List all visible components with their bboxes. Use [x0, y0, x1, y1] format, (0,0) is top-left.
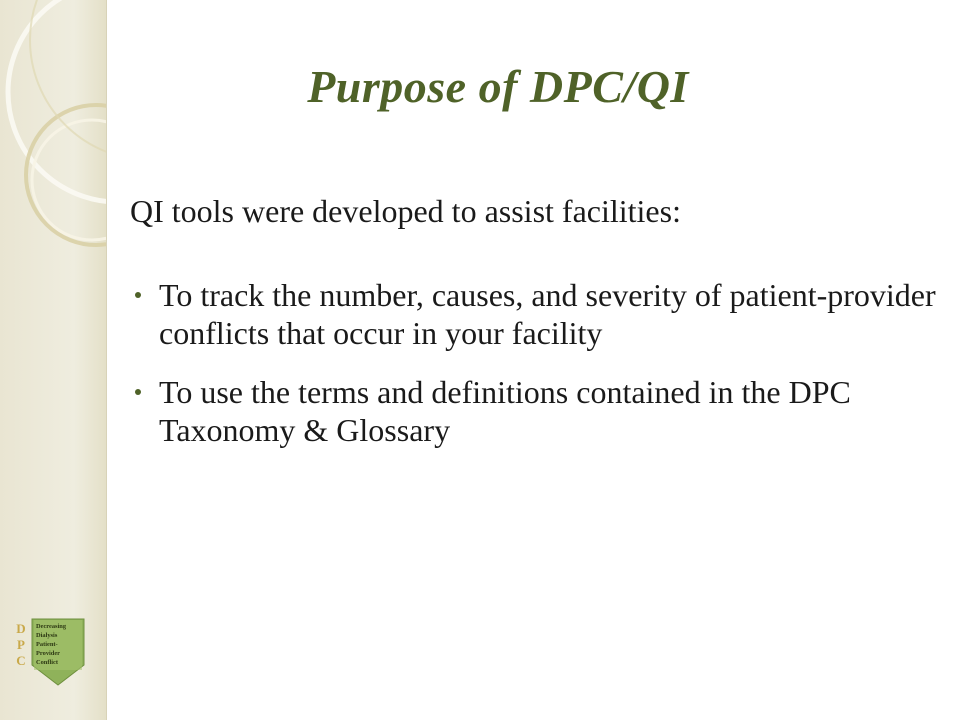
bullet-dot-icon [135, 292, 141, 298]
logo-line: Provider [36, 650, 61, 657]
bullet-item [130, 276, 940, 352]
logo-letter-c: C [16, 653, 26, 668]
intro-text: QI tools were developed to assist facilities: [130, 193, 681, 229]
bullet-item [130, 373, 940, 449]
dpc-logo [6, 613, 90, 689]
logo-letter-d: D [16, 621, 26, 636]
bullet-text: To use the terms and definitions contained in the DPC Taxonomy & Glossary [159, 374, 851, 448]
logo-line: Conflict [36, 659, 59, 666]
logo-line: Dialysis [36, 632, 58, 639]
logo-letter-p: P [17, 637, 25, 652]
bullet-dot-icon [135, 389, 141, 395]
logo-line: Patient- [36, 641, 58, 648]
slide-title-text: Purpose of DPC/QI [307, 61, 689, 112]
logo-line: Decreasing [36, 623, 67, 630]
bullet-list [130, 276, 940, 470]
slide-title [0, 60, 960, 113]
bullet-text: To track the number, causes, and severity of patient-provider conflicts that occur in your facility [159, 277, 936, 351]
